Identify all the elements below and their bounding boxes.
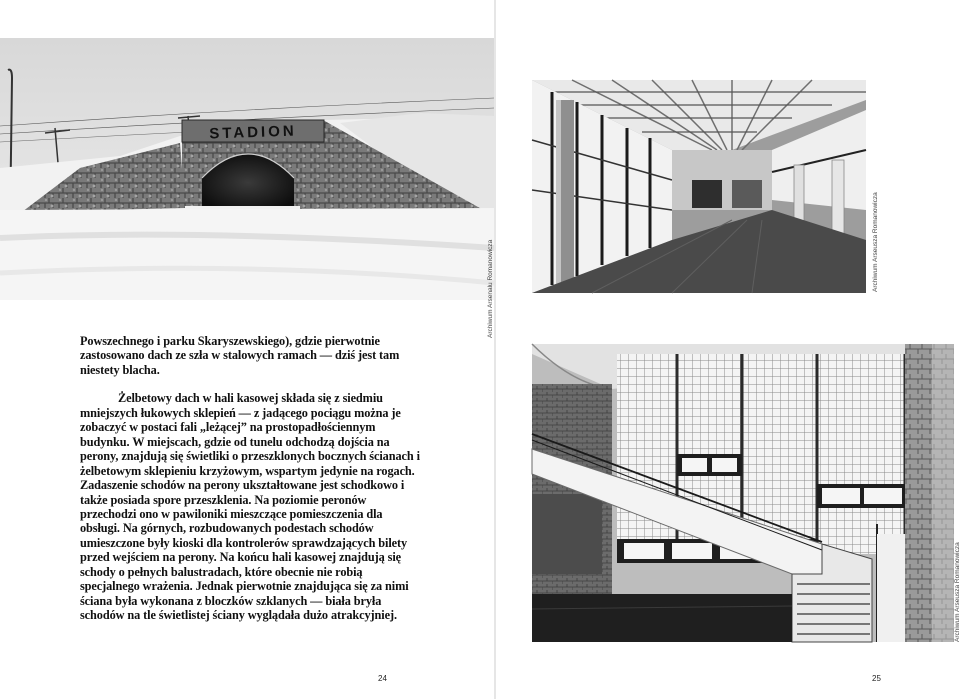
page-number-left: 24: [378, 674, 387, 683]
stadion-tunnel-photo: [0, 38, 494, 300]
bottom-photo-credit: Archiwum Arseusza Romanowicza: [954, 542, 961, 642]
station-hall-photo: [532, 80, 866, 293]
top-photo-credit: Archiwum Arseusza Romanowicza: [872, 192, 879, 292]
article-text: [80, 334, 420, 623]
paragraph-1: Powszechnego i parku Skaryszewskiego), gdzie pierwotnie zastosowano dach ze szła w stalowych ramach — dziś jest tam niestety blacha.: [80, 334, 400, 377]
paragraph-2: Żelbetowy dach w hali kasowej składa się z siedmiu mniejszych łukowych sklepień — z jadącego pociągu można je zobaczyć w postaci fali „leżącej” na prostopadłościennym budynku. W miejscach, gdzie od tunelu odchodzą dojścia na perony, znajdują się świetliki o przeszklonych bocznych ścianach i żelbetowym sklepieniu krzyżowym, wspartym jedynie na rogach. Zadaszenie schodów na perony ukształtowane jest schodkowo i także posiada spore przeszklenia. Na poziomie peronów przechodzi ono w pawiloniki mieszczące pomieszczenia dla obsługi. Na górnych, rozbudowanych podestach schodów umieszczone były kioski dla kontrolerów sprawdzających bilety przed wejściem na perony. Na końcu hali kasowej znajdują się schody o pełnych balustradach, które obecnie nie robią specjalnego wrażenia. Jednak pierwotnie znajdująca się za nimi ściana była wykonana z bloczków szklanych — biała bryła schodów na tle świetlistej ściany wyglądała dużo atrakcyjniej.: [80, 391, 420, 623]
staircase-glass-wall-photo: [532, 344, 954, 642]
stadion-sign: STADION: [209, 122, 297, 143]
left-photo-credit: Archiwum Arsenalu Romanowicza: [487, 239, 494, 338]
page-number-right: 25: [872, 674, 881, 683]
right-page: [496, 0, 960, 699]
